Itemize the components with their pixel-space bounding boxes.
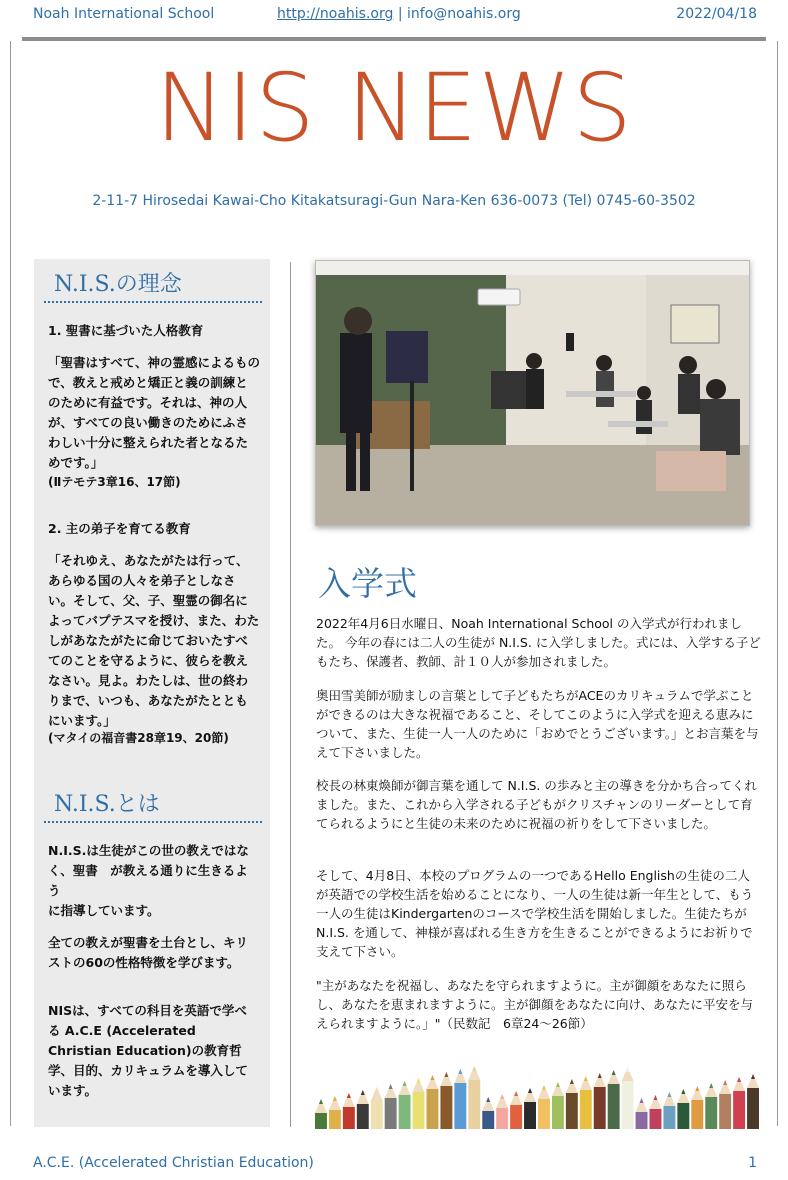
pencil — [538, 1085, 550, 1129]
pencil — [566, 1079, 578, 1129]
pencil — [705, 1083, 717, 1129]
about-text-1b: に指導しています。 — [48, 903, 160, 918]
pencil — [427, 1075, 439, 1129]
article-paragraph-1: 2022年4月6日水曜日、Noah International School の入学式が行われました。 今年の春には二人の生徒が N.I.S. に入学しました。式には、入学する子どもたち、保護者、教師、計１０人が参加されました。 — [316, 616, 761, 669]
pencil — [580, 1076, 592, 1129]
about-text-3: NISは、すべての科目を英語で学べる A.C.E (Accelerated Christian Education)の教育哲学、目的、カリキュラムを導入しています。 — [48, 1003, 248, 1098]
newsletter-title: NIS NEWS — [155, 54, 633, 163]
pencil — [622, 1067, 634, 1129]
page-number: 1 — [748, 1155, 757, 1171]
dotted-divider — [44, 821, 262, 823]
contact-separator: | — [393, 6, 407, 22]
article-heading: 入学式 — [318, 564, 417, 603]
article-paragraph-3: 校長の林東煥師が御言葉を通して N.I.S. の歩みと主の導きを分かち合ってくれました。また、これから入学される子どもがクリスチャンのリーダーとして育てられるようにと生徒の未来のために祝福の祈りをして下さいました。 — [316, 778, 757, 831]
entrance-ceremony-photo — [315, 260, 750, 526]
about-text-1: N.I.S.は生徒がこの世の教えではなく、聖書 が教える通りに生きるよう — [48, 843, 249, 898]
school-address: 2-11-7 Hirosedai Kawai-Cho Kitakatsuragi-Gun Nara-Ken 636-0073 (Tel) 0745-60-3502 — [92, 193, 696, 209]
pencil — [691, 1086, 703, 1129]
principle-1-title: 1. 聖書に基づいた人格教育 — [48, 323, 204, 338]
sidebar-heading-philosophy: N.I.S.の理念 — [54, 272, 182, 297]
pencil — [552, 1082, 564, 1129]
pencil — [315, 1099, 327, 1129]
pencil — [524, 1088, 536, 1129]
principle-2-text: 「それゆえ、あなたがたは行って、あらゆる国の人々を弟子としなさい。そして、父、子、聖霊の御名によってバプテスマを授け、また、わたしがあなたがたに命じておいたすべてのことを守るように、彼らを教えなさい。見よ。わたしは、世の終わりまで、いつも、あなたがたとともにいます。」 — [48, 553, 260, 728]
school-name: Noah International School — [33, 6, 215, 22]
principle-2-title: 2. 主の弟子を育てる教育 — [48, 521, 191, 536]
pencil — [329, 1096, 341, 1129]
pencil — [440, 1072, 452, 1129]
website-link[interactable]: http://noahis.org — [277, 6, 394, 22]
pencil — [468, 1066, 480, 1129]
pencil — [343, 1093, 355, 1129]
pencil — [650, 1095, 662, 1129]
about-text-2: 全ての教えが聖書を土台とし、キリストの60の性格特徴を学びます。 — [48, 935, 249, 970]
pencil — [385, 1084, 397, 1129]
pencil — [677, 1089, 689, 1129]
pencil — [357, 1090, 369, 1129]
pencil — [663, 1092, 675, 1129]
principle-1-reference: (Ⅱテモテ3章16、17節) — [48, 475, 181, 489]
sidebar — [34, 259, 270, 1127]
pencil — [719, 1080, 731, 1129]
footer-label: A.C.E. (Accelerated Christian Education) — [33, 1155, 314, 1171]
page-footer — [33, 1155, 757, 1171]
page-header — [33, 6, 757, 24]
principle-2-reference: (マタイの福音書28章19、20節) — [48, 731, 229, 745]
pencil — [399, 1081, 411, 1129]
pencil — [608, 1070, 620, 1129]
article-paragraph-4: そして、4月8日、本校のプログラムの一つであるHello Englishの生徒の二人が英語での学校生活を始めることになり、一人の生徒は新一年生として、もう一人の生徒はKindergartenのコースで学校生活を開始しました。生徒たちが N.I.S. を通して、神様が喜ばれる生き方を生きることができるようにお祈りで支えて下さい。 — [316, 868, 754, 959]
principle-1-text: 「聖書はすべて、神の霊感によるもので、教えと戒めと矯正と義の訓練とのために有益です。それは、神の人が、すべての良い働きのためにふさわしい十分に整えられた者となるためです。」 — [48, 355, 261, 470]
pencil — [636, 1098, 648, 1129]
pencil — [413, 1078, 425, 1129]
issue-date: 2022/04/18 — [676, 6, 757, 22]
email-text: info@noahis.org — [407, 6, 521, 22]
pencil — [747, 1074, 759, 1129]
pencil — [454, 1069, 466, 1129]
pencil — [510, 1091, 522, 1129]
pencil — [594, 1073, 606, 1129]
pencil — [371, 1087, 383, 1129]
pencil — [496, 1094, 508, 1129]
pencil — [482, 1097, 494, 1129]
contact-line — [277, 6, 521, 22]
column-divider — [290, 262, 291, 1127]
sidebar-heading-about: N.I.S.とは — [54, 792, 160, 817]
article-paragraph-2: 奥田雪美師が励ましの言葉として子どもたちがACEのカリキュラムで学ぶことができるのは大きな祝福であること、そしてこのように入学式を迎える恵みについて、また、生徒一人一人のために「おめでとうございます。」とお言葉を与えて下さいました。 — [316, 688, 759, 760]
ceremony-photo-illustration — [316, 261, 749, 525]
pencil — [733, 1077, 745, 1129]
colored-pencils-illustration — [314, 1055, 760, 1129]
article-paragraph-5: "主があなたを祝福し、あなたを守られますように。主が御顔をあなたに照らし、あなたを恵まれますように。主が御顔をあなたに向け、あなたに平安を与えられますように。」"（民数記 6章24〜26節） — [316, 978, 754, 1031]
header-rule — [22, 37, 766, 41]
dotted-divider — [44, 301, 262, 303]
